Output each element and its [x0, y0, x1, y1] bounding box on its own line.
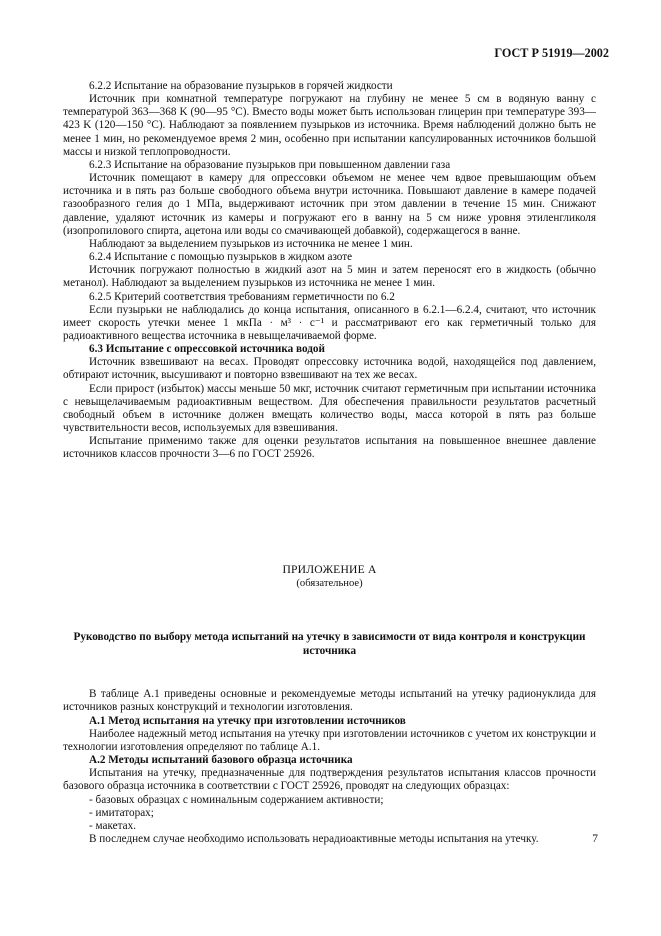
section-heading: А.1 Метод испытания на утечку при изготовлении источников	[89, 714, 406, 727]
appendix-a	[63, 563, 596, 846]
paragraph: Источник погружают полностью в жидкий азот на 5 мин и затем переносят его в жидкость (обычно метанол). Наблюдают за выделением пузырьков из источника не менее 1 мин.	[63, 264, 596, 290]
paragraph: Источник взвешивают на весах. Проводят опрессовку источника водой, находящейся под давлением, обтирают источник, высушивают и повторно взвешивают на тех же весах.	[63, 356, 596, 382]
paragraph: Испытание применимо также для оценки результатов испытания на повышенное внешнее давление источников классов прочности 3—6 по ГОСТ 25926.	[63, 435, 596, 461]
paragraph: Если прирост (избыток) массы меньше 50 мкг, источник считают герметичным при испытании источника с невыщелачиваемым радиоактивным веществом. Для обеспечения правильности результатов расчетный свободный объем в источнике должен вмещать количество воды, масса которой в пять раз больше чувствительности весов, используемых для взвешивания.	[63, 382, 596, 435]
page-number: 7	[592, 833, 598, 845]
list-item: - макетах.	[89, 819, 136, 832]
list-item: - базовых образцах с номинальным содержанием активности;	[89, 793, 384, 806]
paragraph: Источник при комнатной температуре погружают на глубину не менее 5 см в водяную ванну с температурой 363—368 K (90—95 °С). Вместо воды может быть использован глицерин при температуре 393—423 K (120—150 °С). Наблюдают за появлением пузырьков из источника. Время наблюдений должно быть не менее 1 мин, но рекомендуемое время 2 мин, особенно при испытании капсулированных источников большой массы и низкой теплопроводности.	[63, 93, 596, 158]
section-heading: А.2 Методы испытаний базового образца источника	[89, 754, 353, 767]
list-item: - имитаторах;	[89, 806, 154, 819]
subsection-heading: 6.2.4 Испытание с помощью пузырьков в жидком азоте	[89, 251, 353, 264]
subsection-heading: 6.2.3 Испытание на образование пузырьков при повышенном давлении газа	[89, 158, 451, 171]
paragraph: Наиболее надежный метод испытания на утечку при изготовлении источников с учетом их конструкции и технологии изготовления определяют по таблице А.1.	[63, 727, 596, 753]
paragraph: Испытания на утечку, предназначенные для подтверждения результатов испытания классов прочности базового образца источника в соответствии с ГОСТ 25926, проводят на следующих образцах:	[63, 767, 596, 793]
paragraph: В таблице А.1 приведены основные и рекомендуемые методы испытаний на утечку радионуклида для источников разных конструкций и технологии изготовления.	[63, 688, 596, 714]
appendix-title: ПРИЛОЖЕНИЕ А	[282, 563, 377, 576]
paragraph: В последнем случае необходимо использовать нерадиоактивные методы испытания на утечку.	[89, 833, 539, 846]
appendix-body	[63, 688, 596, 846]
section-heading: 6.3 Испытание с опрессовкой источника водой	[89, 343, 325, 356]
standard-header: ГОСТ Р 51919—2002	[494, 46, 609, 60]
subsection-heading: 6.2.5 Критерий соответствия требованиям герметичности по 6.2	[89, 290, 395, 303]
paragraph: Источник помещают в камеру для опрессовки объемом не менее чем вдвое превышающим объем источника и в пять раз больше свободного объема внутри источника. Повышают давление в камере подачей газообразного гелия до 1 МПа, выдерживают источник при этом давлении в течение 15 мин. Снижают давление, удаляют источник из камеры и погружают его в ванну на 5 см ниже уровня этиленгликоля (изопропилового спирта, ацетона или воды со смачивающей добавкой), содержащегося в ванне.	[63, 172, 596, 237]
paragraph: Наблюдают за выделением пузырьков из источника не менее 1 мин.	[89, 237, 413, 250]
paragraph: Если пузырьки не наблюдались до конца испытания, описанного в 6.2.1—6.2.4, считают, что источник имеет скорость утечки менее 1 мкПа · м³ · с⁻¹ и рассматривают его как герметичный только для радиоактивного вещества источника в невыщелачиваемой форме.	[63, 303, 596, 342]
appendix-subtitle: (обязательное)	[296, 578, 363, 590]
subsection-heading: 6.2.2 Испытание на образование пузырьков в горячей жидкости	[89, 80, 393, 92]
appendix-heading: Руководство по выбору метода испытаний на утечку в зависимости от вида контроля и конструкции источника	[73, 631, 586, 657]
main-text	[63, 80, 596, 462]
